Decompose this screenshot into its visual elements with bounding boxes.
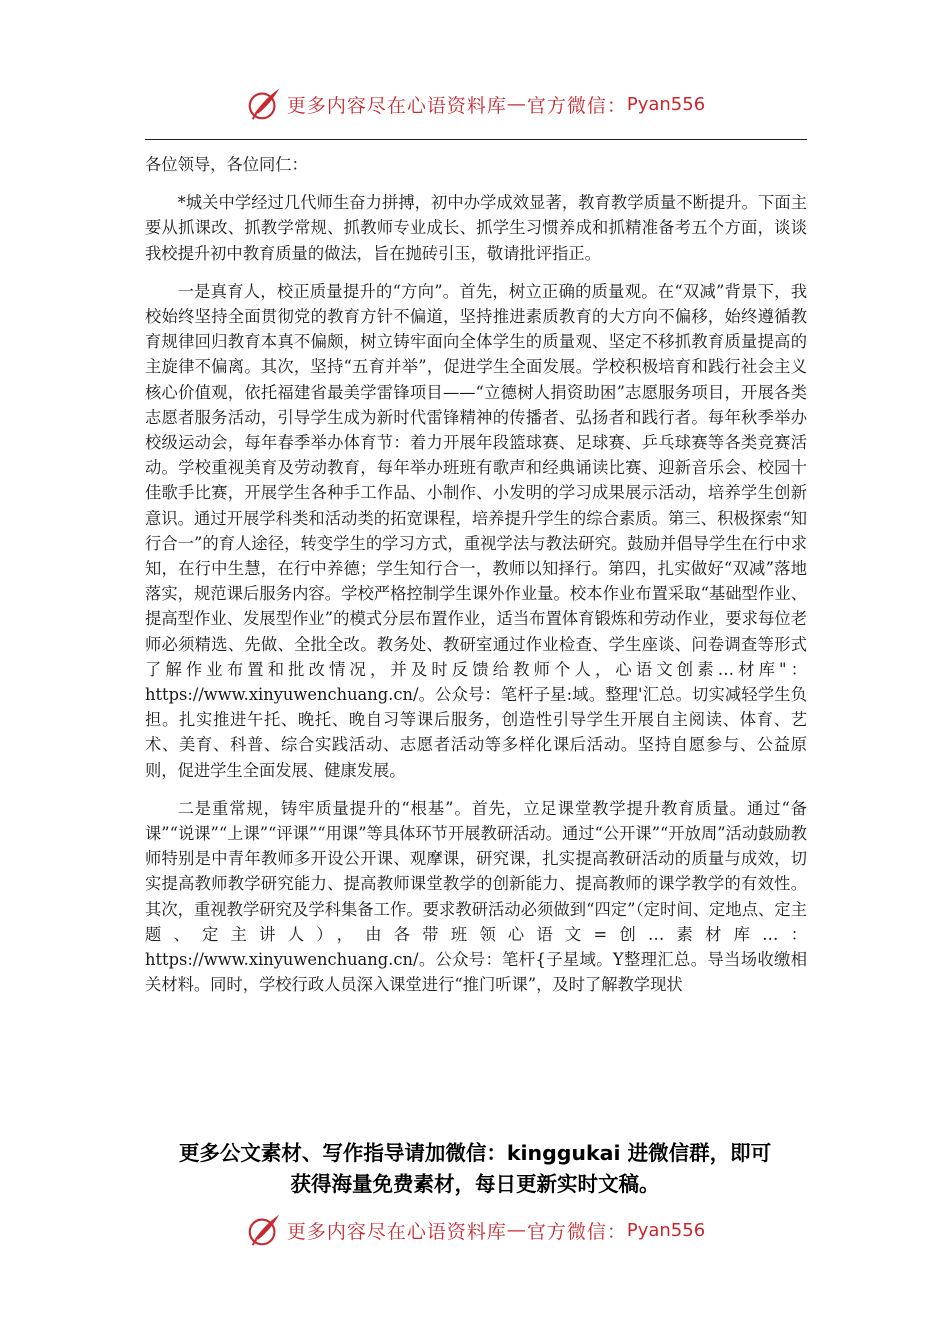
header-banner bbox=[0, 82, 950, 126]
header-brand-text: 更多内容尽在心语资料库 bbox=[286, 94, 507, 117]
footer-wechat-label: 官方微信： bbox=[526, 1220, 627, 1243]
paragraph-intro: *城关中学经过几代师生奋力拼搏，初中办学成效显著，教育教学质量不断提升。下面主要从抓课改、抓教学常规、抓教师专业成长、抓学生习惯养成和抓精准备考五个方面，谈谈我校提升初中教育质量的做法，旨在抛砖引玉，敬请批评指正。 bbox=[145, 193, 807, 263]
footer-banner bbox=[0, 1208, 950, 1252]
greeting: 各位领导，各位同仁： bbox=[145, 155, 308, 174]
footer-dash: — bbox=[506, 1219, 527, 1241]
quill-pen-logo-icon bbox=[245, 1211, 283, 1249]
header-wechat-label: 官方微信： bbox=[526, 94, 627, 117]
document-body bbox=[145, 152, 807, 1011]
quill-pen-logo-icon bbox=[245, 85, 283, 123]
footer-brand-text: 更多内容尽在心语资料库 bbox=[286, 1220, 507, 1243]
header-wechat-id: Pyan556 bbox=[626, 93, 706, 115]
header-divider bbox=[145, 139, 807, 140]
paragraph-section-two: 二是重常规，铸牢质量提升的“根基”。首先，立足课堂教学提升教育质量。通过“备课”“说课”“上课”“评课”“用课”等具体环节开展教研活动。通过“公开课”“开放周”活动鼓励教师特别是中青年教师多开设公开课、观摩课，研究课，扎实提高教研活动的质量与成效，切实提高教师教学研究能力、提高教师课堂教学的创新能力、提高教师的课学教学的有效性。其次，重视教学研究及学科集备工作。要求教研活动必须做到“四定”（定时间、定地点、定主题、定主讲人），由各带班领心语文=创…素材库…：https://www.xinyuwenchuang.cn/。公众号：笔杆{子星域。Y整理汇总。导当场收缴相关材料。同时，学校行政人员深入课堂进行“推门听课”，及时了解教学现状 bbox=[145, 798, 807, 995]
footer-wechat-id: Pyan556 bbox=[626, 1219, 706, 1241]
header-dash: — bbox=[506, 93, 527, 115]
promo-line-2: 获得海量免费素材，每日更新实时文稿。 bbox=[290, 1172, 660, 1196]
promo-notice bbox=[0, 1138, 950, 1200]
paragraph-section-one: 一是真育人，校正质量提升的“方向”。首先，树立正确的质量观。在“双减”背景下，我校始终坚持全面贯彻党的教育方针不偏道，坚持推进素质教育的大方向不偏移，始终遵循教育规律回归教育本真不偏颇，树立铸牢面向全体学生的质量观、坚定不移抓教育质量提高的主旋律不偏离。其次，坚持“五育并举”，促进学生全面发展。学校积极培育和践行社会主义核心价值观，依托福建省最美学雷锋项目——“立德树人捐资助困”志愿服务项目，开展各类志愿者服务活动，引导学生成为新时代雷锋精神的传播者、弘扬者和践行者。每年秋季举办校级运动会，每年春季举办体育节：着力开展年段篮球赛、足球赛、乒乓球赛等各类竞赛活动。学校重视美育及劳动教育，每年举办班班有歌声和经典诵读比赛、迎新音乐会、校园十佳歌手比赛，开展学生各种手工作品、小制作、小发明的学习成果展示活动，培养学生创新意识。通过开展学科类和活动类的拓宽课程，培养提升学生的综合素质。第三、积极探索“知行合一”的育人途径，转变学生的学习方式，重视学法与教法研究。鼓励并倡导学生在行中求知，在行中生慧，在行中养德；学生知行合一，教师以知择行。第四，扎实做好“双减”落地落实，规范课后服务内容。学校严格控制学生课外作业量。校本作业布置采取“基础型作业、提高型作业、发展型作业”的模式分层布置作业，适当布置体育锻炼和劳动作业，要求每位老师必须精选、先做、全批全改。教务处、教研室通过作业检查、学生座谈、问卷调查等形式了解作业布置和批改情况，并及时反馈给教师个人，心语文创素…材库"：https://www.xinyuwenchuang.cn/。公众号：笔杆子星:域。整理'汇总。切实减轻学生负担。扎实推进午托、晚托、晚自习等课后服务，创造性引导学生开展自主阅读、体育、艺术、美育、科普、综合实践活动、志愿者活动等多样化课后活动。坚持自愿参与、公益原则，促进学生全面发展、健康发展。 bbox=[145, 281, 807, 780]
promo-line-1: 更多公文素材、写作指导请加微信：kinggukai 进微信群，即可 bbox=[178, 1141, 772, 1165]
